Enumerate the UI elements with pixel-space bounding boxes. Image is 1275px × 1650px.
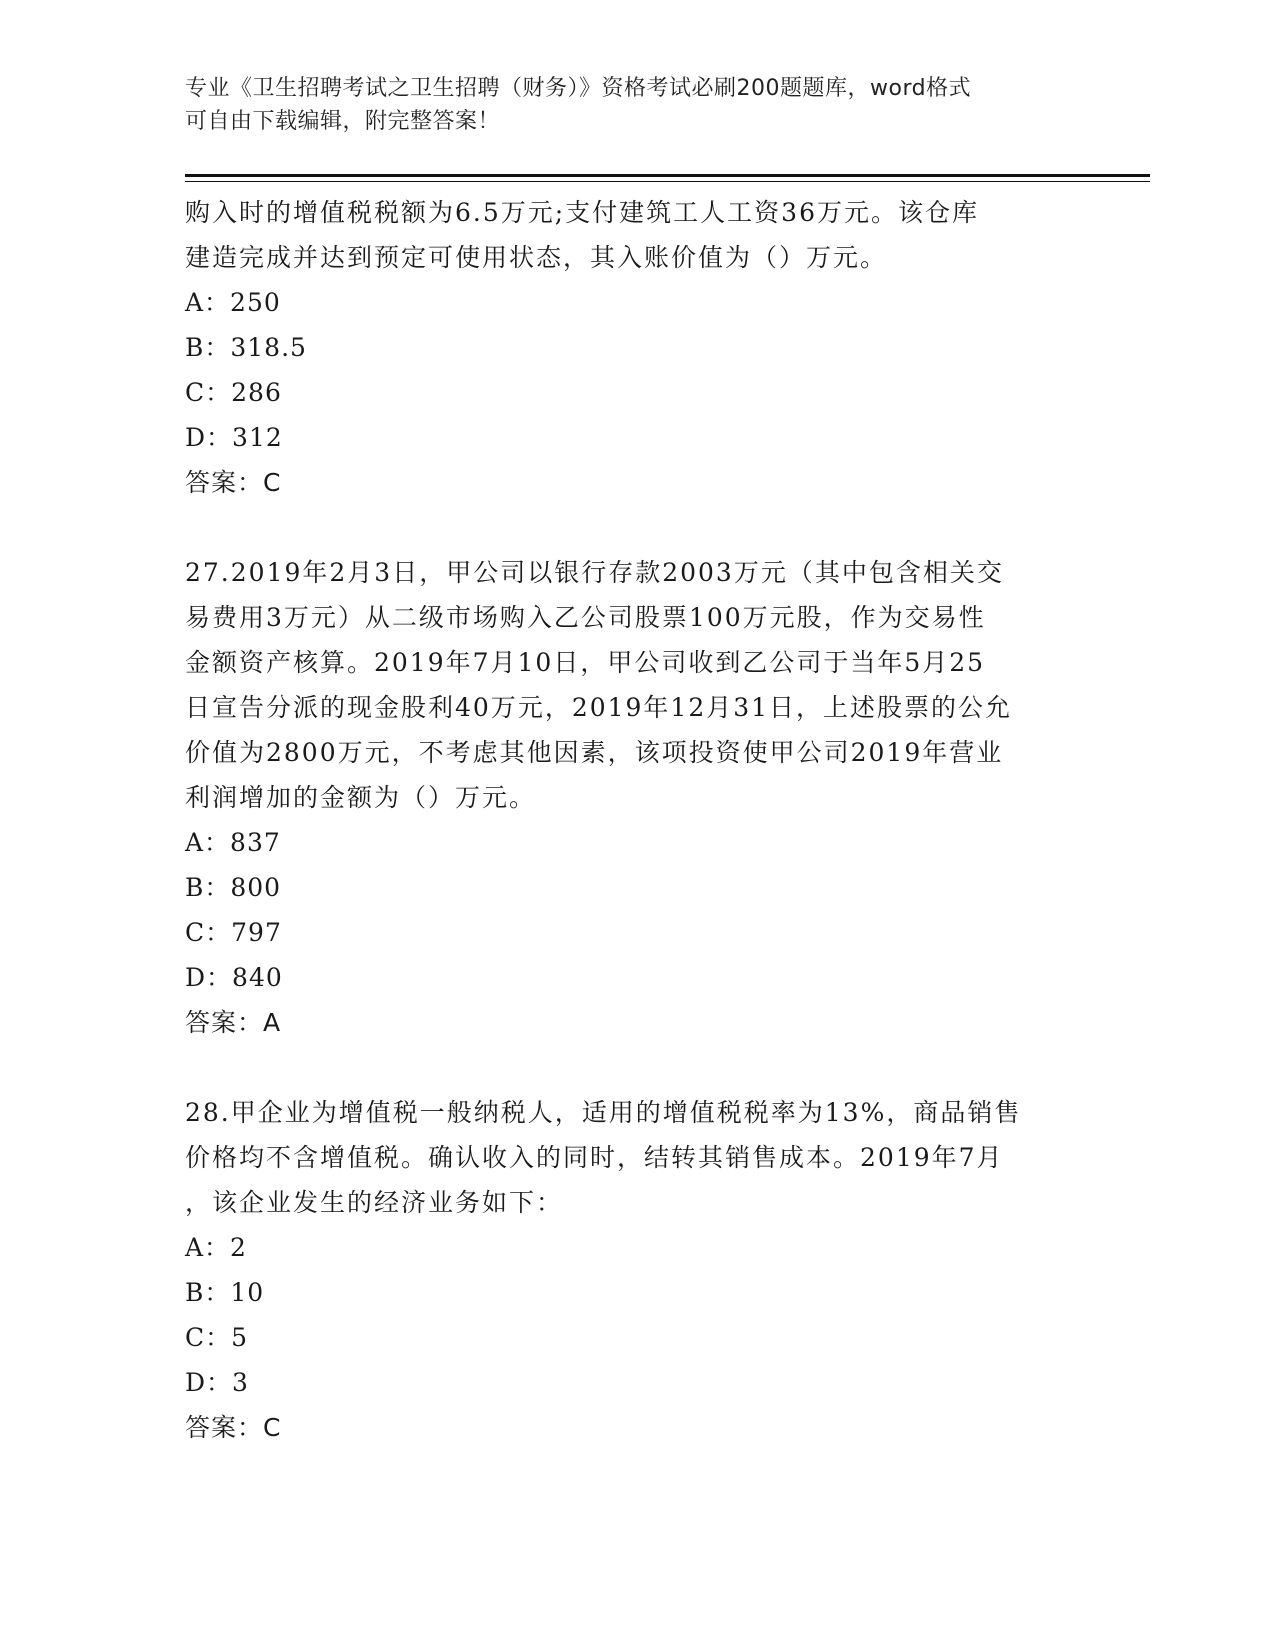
- document-header: [185, 72, 1075, 138]
- question-stem-line: 购入时的增值税税额为6.5万元;支付建筑工人工资36万元。该仓库: [185, 198, 979, 227]
- question-stem-line: 28.甲企业为增值税一般纳税人，适用的增值税税率为13%，商品销售: [185, 1098, 1022, 1127]
- header-divider-thin: [185, 181, 1150, 182]
- answer-line: 答案：A: [185, 1008, 282, 1037]
- header-title-line-1: 专业《卫生招聘考试之卫生招聘（财务）》资格考试必刷200题题库，word格式: [185, 76, 972, 101]
- option-a: A：250: [185, 288, 281, 317]
- question-stem-line: 易费用3万元）从二级市场购入乙公司股票100万元股，作为交易性: [185, 603, 986, 632]
- question-stem-line: 利润增加的金额为（）万元。: [185, 783, 537, 812]
- option-c: C：5: [185, 1323, 249, 1352]
- question-stem-line: 建造完成并达到预定可使用状态，其入账价值为（）万元。: [185, 243, 888, 272]
- question-stem-line: 27.2019年2月3日，甲公司以银行存款2003万元（其中包含相关交: [185, 558, 1004, 587]
- question-block: [185, 190, 1085, 505]
- option-d: D：312: [185, 423, 283, 452]
- answer-line: 答案：C: [185, 1413, 282, 1442]
- spacer: [185, 1045, 1085, 1090]
- option-b: B：10: [185, 1278, 265, 1307]
- option-c: C：797: [185, 918, 282, 947]
- header-title-line-2: 可自由下载编辑，附完整答案！: [185, 109, 501, 134]
- question-stem-line: 日宣告分派的现金股利40万元，2019年12月31日，上述股票的公允: [185, 693, 1013, 722]
- question-stem-line: 金额资产核算。2019年7月10日，甲公司收到乙公司于当年5月25: [185, 648, 986, 677]
- header-divider-thick: [185, 174, 1150, 177]
- answer-line: 答案：C: [185, 468, 282, 497]
- option-a: A：2: [185, 1233, 247, 1262]
- question-stem-line: 价格均不含增值税。确认收入的同时，结转其销售成本。2019年7月: [185, 1143, 1004, 1172]
- option-d: D：3: [185, 1368, 249, 1397]
- option-b: B：800: [185, 873, 282, 902]
- question-block: [185, 1090, 1085, 1450]
- option-b: B：318.5: [185, 333, 307, 362]
- option-d: D：840: [185, 963, 283, 992]
- question-block: [185, 550, 1085, 1045]
- question-stem-line: 价值为2800万元，不考虑其他因素，该项投资使甲公司2019年营业: [185, 738, 1004, 767]
- option-c: C：286: [185, 378, 282, 407]
- question-stem-line: ，该企业发生的经济业务如下：: [185, 1188, 564, 1217]
- option-a: A：837: [185, 828, 281, 857]
- spacer: [185, 505, 1085, 550]
- document-body: [185, 190, 1085, 1450]
